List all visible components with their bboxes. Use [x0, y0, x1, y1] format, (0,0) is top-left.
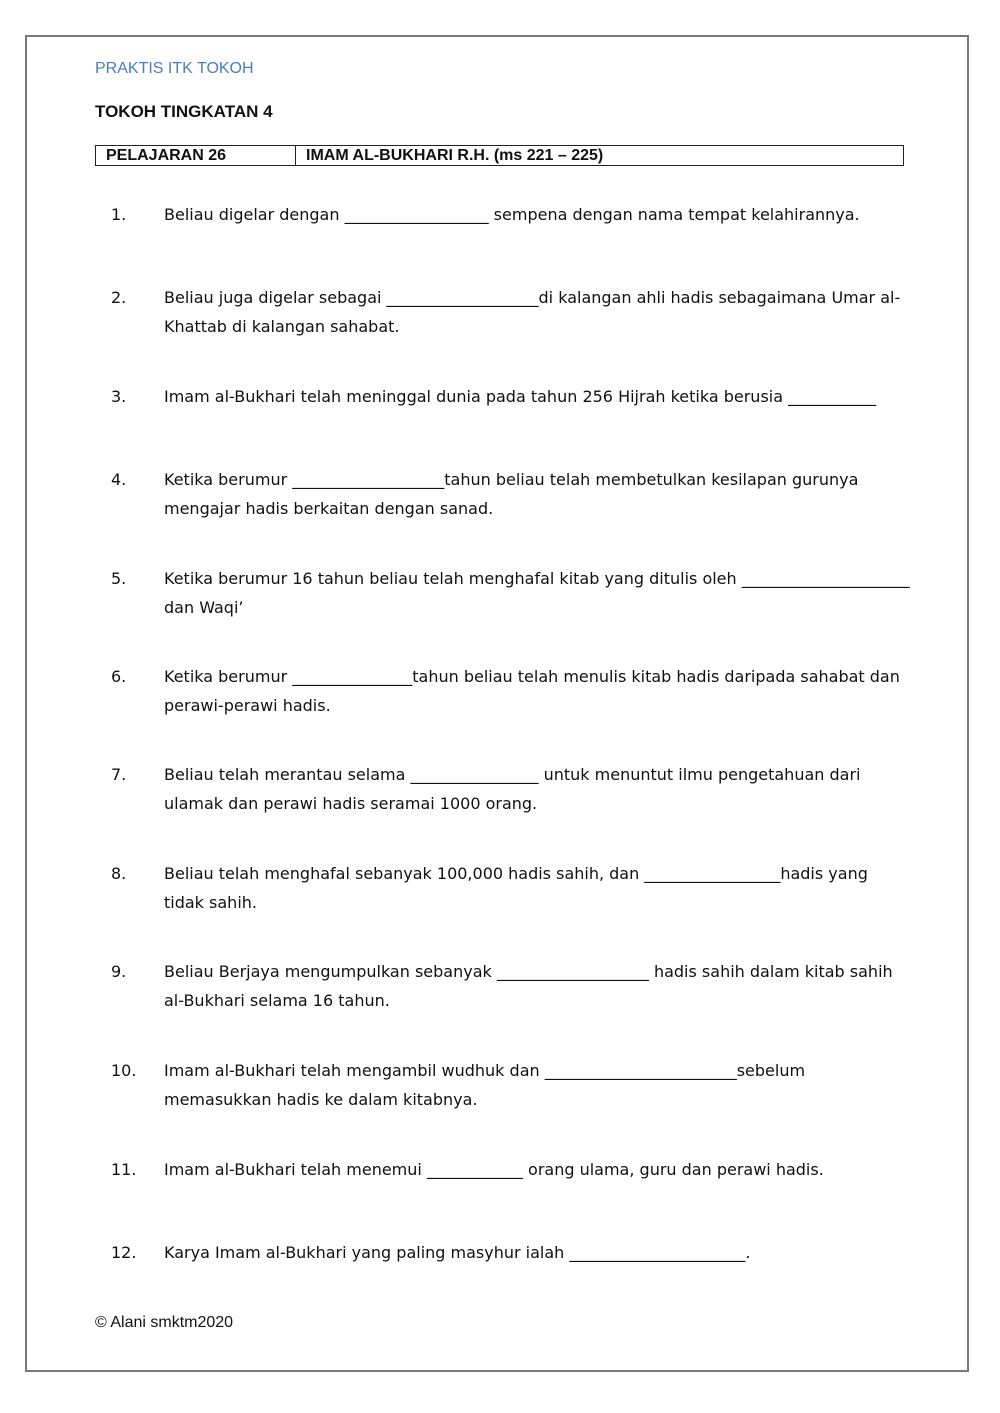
question-item — [111, 1155, 911, 1184]
question-item — [111, 200, 911, 229]
question-text: Beliau telah merantau selama ________________ untuk menuntut ilmu pengetahuan dari ulamak dan perawi hadis seramai 1000 orang. — [164, 765, 866, 813]
question-text: Imam al-Bukhari telah menemui ____________ orang ulama, guru dan perawi hadis. — [164, 1160, 824, 1179]
question-text: Ketika berumur 16 tahun beliau telah menghafal kitab yang ditulis oleh _____________________ dan Waqi’ — [164, 569, 915, 617]
question-text: Beliau Berjaya mengumpulkan sebanyak ___________________ hadis sahih dalam kitab sahih al-Bukhari selama 16 tahun. — [164, 962, 898, 1010]
question-number: 2. — [111, 288, 127, 307]
question-number: 8. — [111, 864, 127, 883]
question-item — [111, 760, 911, 818]
question-number: 5. — [111, 569, 127, 588]
question-text: Beliau digelar dengan __________________ sempena dengan nama tempat kelahirannya. — [164, 205, 860, 224]
question-text: Beliau juga digelar sebagai ___________________di kalangan ahli hadis sebagaimana Umar al-Khattab di kalangan sahabat. — [164, 288, 901, 336]
question-item — [111, 662, 911, 720]
question-number: 12. — [111, 1243, 137, 1262]
copyright-footer: © Alani smktm2020 — [95, 1314, 234, 1331]
question-text: Ketika berumur ___________________tahun beliau telah membetulkan kesilapan gurunya mengajar hadis berkaitan dengan sanad. — [164, 470, 864, 518]
question-item — [111, 465, 911, 523]
question-text: Karya Imam al-Bukhari yang paling masyhur ialah ______________________. — [164, 1243, 751, 1262]
question-item — [111, 859, 911, 917]
header-label: PRAKTIS ITK TOKOH — [95, 60, 254, 77]
question-text: Imam al-Bukhari telah mengambil wudhuk dan ________________________sebelum memasukkan hadis ke dalam kitabnya. — [164, 1061, 811, 1109]
question-text: Beliau telah menghafal sebanyak 100,000 hadis sahih, dan _________________hadis yang tidak sahih. — [164, 864, 873, 912]
question-item — [111, 283, 911, 341]
document-title: TOKOH TINGKATAN 4 — [95, 102, 273, 121]
question-number: 9. — [111, 962, 127, 981]
question-item — [111, 382, 911, 411]
question-item — [111, 1056, 911, 1114]
question-item — [111, 957, 911, 1015]
question-number: 3. — [111, 387, 127, 406]
question-number: 11. — [111, 1160, 137, 1179]
question-number: 6. — [111, 667, 127, 686]
lesson-table — [95, 145, 904, 166]
question-number: 4. — [111, 470, 127, 489]
question-text: Ketika berumur _______________tahun beliau telah menulis kitab hadis daripada sahabat dan perawi-perawi hadis. — [164, 667, 905, 715]
question-number: 1. — [111, 205, 127, 224]
question-number: 7. — [111, 765, 127, 784]
question-text: Imam al-Bukhari telah meninggal dunia pada tahun 256 Hijrah ketika berusia ___________ — [164, 387, 877, 406]
question-number: 10. — [111, 1061, 137, 1080]
lesson-number: PELAJARAN 26 — [96, 146, 296, 165]
lesson-topic: IMAM AL-BUKHARI R.H. (ms 221 – 225) — [306, 147, 604, 164]
question-item — [111, 564, 915, 622]
question-item — [111, 1238, 911, 1267]
